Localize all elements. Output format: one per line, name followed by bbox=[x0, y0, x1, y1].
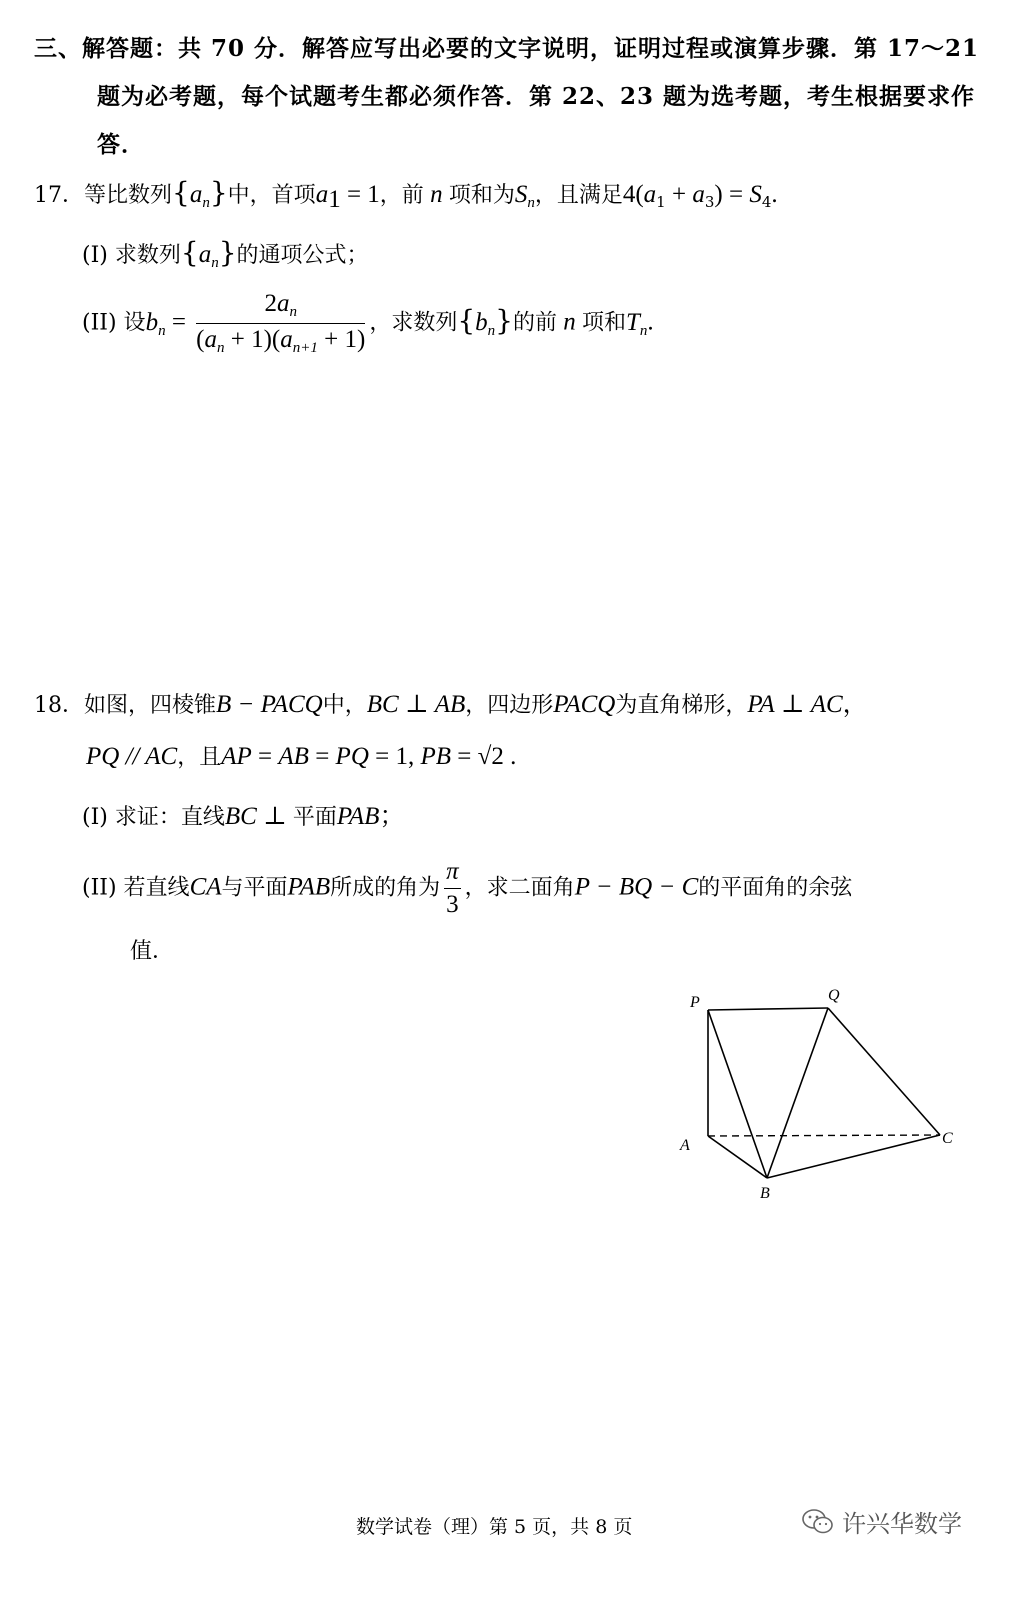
pyramid-figure bbox=[670, 980, 970, 1205]
q17-fraction: $\frac{2a_n}{(a_n + 1)(a_{n+1} + 1)}$ bbox=[196, 290, 366, 356]
watermark-text: 许兴华数学 bbox=[842, 1510, 962, 1538]
section-header-line3: 答． bbox=[97, 131, 145, 158]
edge-AB bbox=[708, 1136, 767, 1178]
edge-QB bbox=[767, 1008, 828, 1178]
page-footer: 数学试卷（理）第 5 页，共 8 页 bbox=[356, 1516, 633, 1538]
q17-number: 17． bbox=[34, 183, 84, 208]
label-Q: Q bbox=[828, 987, 840, 1004]
q17-part1: (I) 求数列$\{a_n\}$的通项公式； bbox=[82, 236, 369, 271]
q18-stem-line1: 18．如图，四棱锥B − PACQ中，BC ⊥ AB，四边形PACQ为直角梯形，PA ⊥ AC， bbox=[34, 691, 868, 718]
q17-part2: (II) 设$b_n$ = $\frac{2a_n}{(a_n + 1)(a_{n+1} + 1)}$ ，求数列$\{b_n\}$的前 n 项和$T_n$. bbox=[82, 290, 654, 356]
q18-part2-label: (II) bbox=[82, 875, 117, 901]
q18-part2: (II) 若直线CA与平面PAB所成的角为 $\frac{\pi}{3}$ ，求二面角P − BQ − C的平面角的余弦 bbox=[82, 858, 853, 918]
q18-stem-line2: PQ // AC，且AP = AB = PQ = 1, PB = √2 . bbox=[86, 743, 517, 770]
edge-QC bbox=[828, 1008, 940, 1135]
q17-part1-label: (I) bbox=[82, 243, 108, 268]
wechat-icon bbox=[800, 1507, 836, 1537]
edge-PB bbox=[708, 1010, 767, 1178]
label-A: A bbox=[680, 1137, 690, 1154]
q18-part1-label: (I) bbox=[82, 805, 108, 830]
edge-AC-hidden bbox=[708, 1135, 940, 1136]
q17-stem: 17．等比数列$\{a_n\}$中，首项$a_1 = 1$，前 n 项和为$S_n$，且满足$4(a_1 + a_3) = S_4$. bbox=[34, 176, 778, 213]
q18-part1: (I) 求证：直线BC ⊥ 平面PAB； bbox=[82, 803, 405, 830]
edge-PQ bbox=[708, 1008, 828, 1010]
label-P: P bbox=[690, 994, 700, 1011]
q18-number: 18． bbox=[34, 693, 84, 718]
label-B: B bbox=[760, 1185, 770, 1202]
q17-part2-label: (II) bbox=[82, 310, 117, 336]
edge-BC bbox=[767, 1135, 940, 1178]
label-C: C bbox=[942, 1130, 953, 1147]
section-header-line2: 题为必考题，每个试题考生都必须作答．第 22、23 题为选考题，考生根据要求作 bbox=[97, 83, 976, 110]
q18-angle-fraction: $\frac{\pi}{3}$ bbox=[446, 858, 459, 918]
watermark bbox=[800, 1504, 962, 1539]
q18-part2-end: 值． bbox=[130, 939, 175, 964]
section-header-line1: 三、解答题：共 70 分．解答应写出必要的文字说明，证明过程或演算步骤．第 17～21 bbox=[34, 35, 980, 62]
